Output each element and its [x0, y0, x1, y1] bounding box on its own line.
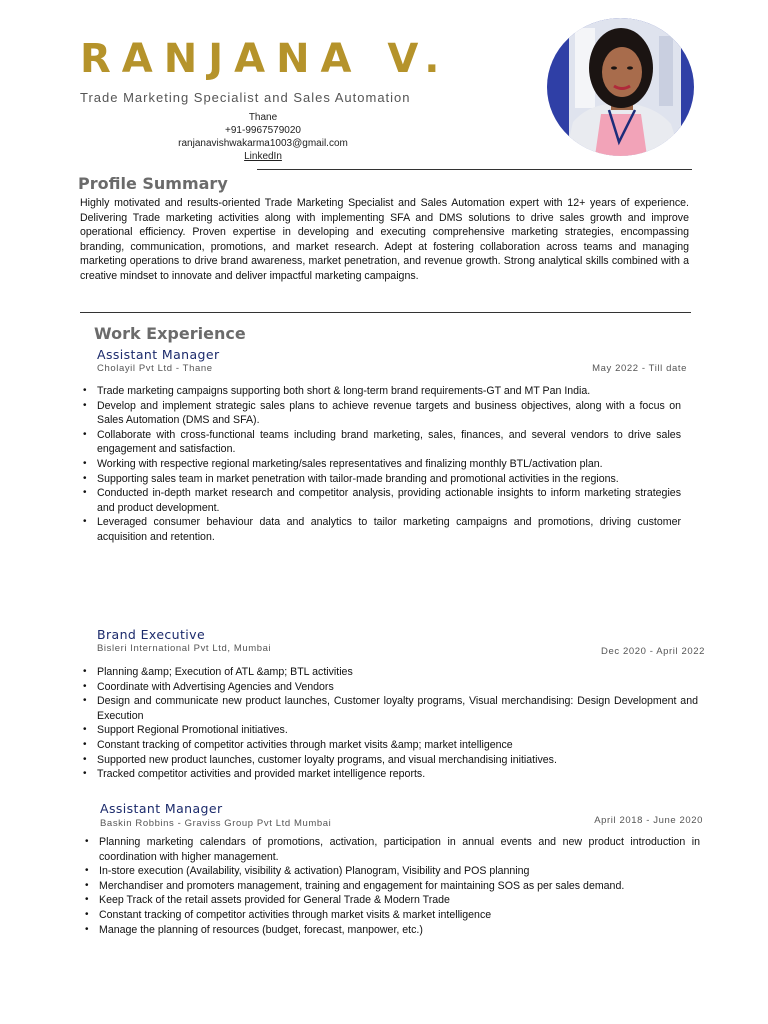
list-item: • Design and communicate new product launches, Customer loyalty programs, Visual merchandising: Design Development and Execution	[97, 694, 698, 723]
linkedin-link[interactable]	[150, 150, 376, 163]
work-experience-heading: Work Experience	[94, 324, 246, 343]
header-divider	[257, 169, 692, 170]
list-item: • Manage the planning of resources (budget, forecast, manpower, etc.)	[99, 923, 700, 938]
list-item: • Develop and implement strategic sales plans to achieve revenue targets and business objectives, along with a focus on Sales Automation (DMS and SFA).	[97, 399, 681, 428]
job-company: Baskin Robbins - Graviss Group Pvt Ltd Mumbai	[100, 818, 332, 829]
list-item: • Supported new product launches, customer loyalty programs, and visual merchandising initiatives.	[97, 753, 698, 768]
job-company: Bisleri International Pvt Ltd, Mumbai	[97, 643, 272, 654]
job-bullets	[81, 665, 698, 782]
list-item: • Supporting sales team in market penetration with tailor-made branding and promotional activities in the regions.	[97, 472, 681, 487]
contact-location: Thane	[248, 112, 278, 123]
list-item: • Keep Track of the retail assets provided for General Trade & Modern Trade	[99, 893, 700, 908]
job-dates: April 2018 - June 2020	[594, 815, 703, 826]
profile-summary-text: Highly motivated and results-oriented Trade Marketing Specialist and Sales Automation expert with 12+ years of experience. Delivering Trade marketing activities along with implementing SFA and DMS solutions to drive sales growth and improve operational efficiency. Proven expertise in developing and executing comprehensive marketing strategies, encompassing branding, communication, promotions, and market research. Adept at fostering collaboration across teams and managing marketing operations to drive brand awareness, market penetration, and revenue growth. Strong analytical skills combined with a creative mindset to innovate and deliver impactful marketing campaigns.	[80, 197, 689, 282]
list-item: • Coordinate with Advertising Agencies and Vendors	[97, 680, 698, 695]
list-item: • Support Regional Promotional initiatives.	[97, 723, 698, 738]
job-dates: Dec 2020 - April 2022	[601, 646, 705, 657]
job-company: Cholayil Pvt Ltd - Thane	[97, 363, 213, 374]
list-item: • Tracked competitor activities and provided market intelligence reports.	[97, 767, 698, 782]
job-dates: May 2022 - Till date	[592, 363, 687, 374]
job-bullets	[81, 384, 681, 545]
list-item: • Working with respective regional marketing/sales representatives and finalizing monthly BTL/activation plan.	[97, 457, 681, 472]
contact-email[interactable]: ranjanavishwakarma1003@gmail.com	[178, 138, 348, 149]
list-item: • Constant tracking of competitor activities through market visits &amp; market intelligence	[97, 738, 698, 753]
list-item: • Collaborate with cross-functional teams including brand marketing, sales, finances, and several vendors to drive sales engagement and satisfaction.	[97, 428, 681, 457]
job-title: Assistant Manager	[97, 347, 220, 362]
profile-photo-graphic	[547, 18, 694, 156]
job-title: Assistant Manager	[100, 801, 223, 816]
candidate-name: RANJANA V.	[80, 36, 451, 82]
list-item: • In-store execution (Availability, visibility & activation) Planogram, Visibility and POS planning	[99, 864, 700, 879]
list-item: • Conducted in-depth market research and competitor analysis, providing actionable insights to inform marketing strategies and product development.	[97, 486, 681, 515]
list-item: • Merchandiser and promoters management, training and engagement for maintaining SOS as per sales demand.	[99, 879, 700, 894]
profile-summary-heading: Profile Summary	[78, 174, 228, 193]
job-bullets	[83, 835, 700, 937]
list-item: • Planning marketing calendars of promotions, activation, participation in annual events and new product introduction in coordination with higher management.	[99, 835, 700, 864]
job-title: Brand Executive	[97, 627, 206, 642]
contact-phone: +91-9967579020	[225, 125, 301, 136]
linkedin-link-text[interactable]: LinkedIn	[244, 151, 282, 162]
list-item: • Constant tracking of competitor activities through market visits & market intelligence	[99, 908, 700, 923]
candidate-tagline: Trade Marketing Specialist and Sales Automation	[80, 90, 411, 105]
summary-divider	[80, 312, 691, 313]
list-item: • Planning &amp; Execution of ATL &amp; BTL activities	[97, 665, 698, 680]
list-item: • Trade marketing campaigns supporting both short & long-term brand requirements-GT and MT Pan India.	[97, 384, 681, 399]
list-item: • Leveraged consumer behaviour data and analytics to tailor marketing campaigns and promotions, driving customer acquisition and retention.	[97, 515, 681, 544]
profile-photo	[547, 18, 694, 156]
